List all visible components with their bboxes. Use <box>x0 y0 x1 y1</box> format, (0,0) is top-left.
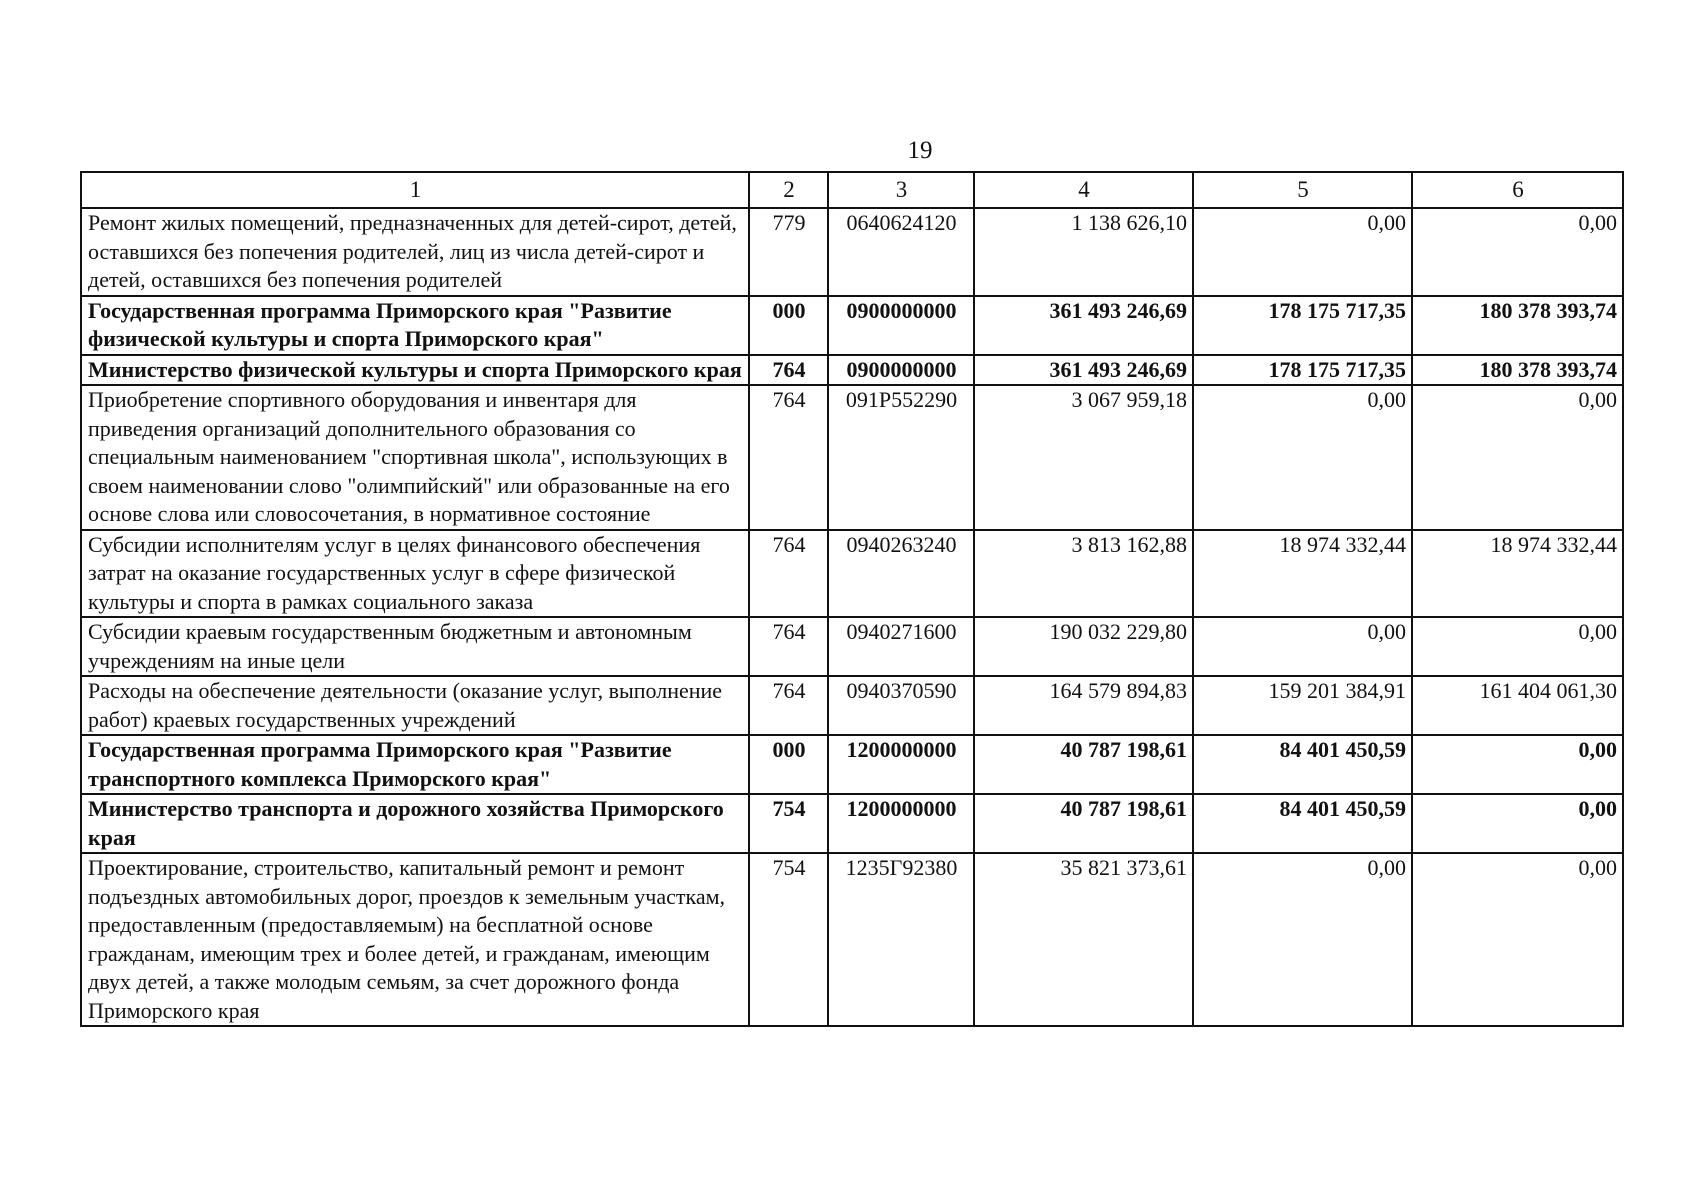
row-value-col4: 164 579 894,83 <box>974 676 1193 735</box>
row-value-col6: 180 378 393,74 <box>1412 296 1623 355</box>
column-header: 2 <box>749 172 828 208</box>
row-name: Государственная программа Приморского края "Развитие физической культуры и спорта Приморского края" <box>81 296 749 355</box>
row-value-col4: 3 067 959,18 <box>974 385 1193 530</box>
row-name: Субсидии исполнителям услуг в целях финансового обеспечения затрат на оказание государственных услуг в сфере физической культуры и спорта в рамках социального заказа <box>81 530 749 618</box>
row-value-col5: 178 175 717,35 <box>1193 296 1412 355</box>
row-value-col6: 180 378 393,74 <box>1412 355 1623 386</box>
column-header: 5 <box>1193 172 1412 208</box>
row-value-col4: 361 493 246,69 <box>974 296 1193 355</box>
row-value-col5: 159 201 384,91 <box>1193 676 1412 735</box>
table-row <box>81 735 1623 794</box>
table-row <box>81 530 1623 618</box>
row-value-col5: 84 401 450,59 <box>1193 794 1412 853</box>
row-value-col5: 0,00 <box>1193 208 1412 296</box>
row-value-col4: 3 813 162,88 <box>974 530 1193 618</box>
row-value-col4: 40 787 198,61 <box>974 735 1193 794</box>
row-value-col4: 40 787 198,61 <box>974 794 1193 853</box>
row-code: 000 <box>749 735 828 794</box>
row-value-col6: 0,00 <box>1412 208 1623 296</box>
row-kcsr: 0640624120 <box>828 208 974 296</box>
row-name: Субсидии краевым государственным бюджетным и автономным учреждениям на иные цели <box>81 617 749 676</box>
row-name: Министерство транспорта и дорожного хозяйства Приморского края <box>81 794 749 853</box>
row-kcsr: 0940271600 <box>828 617 974 676</box>
table-row <box>81 385 1623 530</box>
row-kcsr: 1200000000 <box>828 794 974 853</box>
row-code: 764 <box>749 617 828 676</box>
column-header: 1 <box>81 172 749 208</box>
row-kcsr: 0900000000 <box>828 355 974 386</box>
row-name: Министерство физической культуры и спорта Приморского края <box>81 355 749 386</box>
page-number: 19 <box>907 137 933 164</box>
table-row <box>81 617 1623 676</box>
row-value-col5: 0,00 <box>1193 617 1412 676</box>
table-row <box>81 296 1623 355</box>
row-value-col4: 1 138 626,10 <box>974 208 1193 296</box>
row-code: 764 <box>749 385 828 530</box>
row-value-col6: 18 974 332,44 <box>1412 530 1623 618</box>
row-kcsr: 0940370590 <box>828 676 974 735</box>
row-value-col4: 190 032 229,80 <box>974 617 1193 676</box>
row-value-col4: 361 493 246,69 <box>974 355 1193 386</box>
header-row <box>81 172 1623 208</box>
row-name: Проектирование, строительство, капитальный ремонт и ремонт подъездных автомобильных дорог, проездов к земельным участкам, предоставленным (предоставляемым) на бесплатной основе гражданам, имеющим трех и более детей, и гражданам, имеющим двух детей, а также молодым семьям, за счет дорожного фонда Приморского края <box>81 853 749 1026</box>
column-header: 4 <box>974 172 1193 208</box>
row-code: 000 <box>749 296 828 355</box>
row-value-col6: 0,00 <box>1412 735 1623 794</box>
row-code: 754 <box>749 794 828 853</box>
row-name: Расходы на обеспечение деятельности (оказание услуг, выполнение работ) краевых государственных учреждений <box>81 676 749 735</box>
row-kcsr: 1200000000 <box>828 735 974 794</box>
row-code: 779 <box>749 208 828 296</box>
row-value-col5: 0,00 <box>1193 853 1412 1026</box>
column-header: 3 <box>828 172 974 208</box>
row-name: Ремонт жилых помещений, предназначенных для детей-сирот, детей, оставшихся без попечения родителей, лиц из числа детей-сирот и детей, оставшихся без попечения родителей <box>81 208 749 296</box>
row-kcsr: 1235Г92380 <box>828 853 974 1026</box>
table-row <box>81 355 1623 386</box>
table-row <box>81 794 1623 853</box>
row-code: 764 <box>749 530 828 618</box>
row-kcsr: 0940263240 <box>828 530 974 618</box>
row-value-col6: 0,00 <box>1412 853 1623 1026</box>
row-value-col6: 0,00 <box>1412 617 1623 676</box>
budget-table <box>80 171 1624 1027</box>
row-kcsr: 0900000000 <box>828 296 974 355</box>
column-header: 6 <box>1412 172 1623 208</box>
row-value-col5: 18 974 332,44 <box>1193 530 1412 618</box>
row-code: 754 <box>749 853 828 1026</box>
row-kcsr: 091P552290 <box>828 385 974 530</box>
row-name: Государственная программа Приморского края "Развитие транспортного комплекса Приморского края" <box>81 735 749 794</box>
row-value-col6: 0,00 <box>1412 794 1623 853</box>
table-row <box>81 208 1623 296</box>
row-name: Приобретение спортивного оборудования и инвентаря для приведения организаций дополнительного образования со специальным наименованием "спортивная школа", использующих в своем наименовании слово "олимпийский" или образованные на его основе слова или словосочетания, в нормативное состояние <box>81 385 749 530</box>
row-value-col6: 161 404 061,30 <box>1412 676 1623 735</box>
row-code: 764 <box>749 676 828 735</box>
row-value-col5: 178 175 717,35 <box>1193 355 1412 386</box>
table-row <box>81 853 1623 1026</box>
row-value-col5: 0,00 <box>1193 385 1412 530</box>
table-row <box>81 676 1623 735</box>
row-value-col5: 84 401 450,59 <box>1193 735 1412 794</box>
row-value-col6: 0,00 <box>1412 385 1623 530</box>
row-code: 764 <box>749 355 828 386</box>
row-value-col4: 35 821 373,61 <box>974 853 1193 1026</box>
